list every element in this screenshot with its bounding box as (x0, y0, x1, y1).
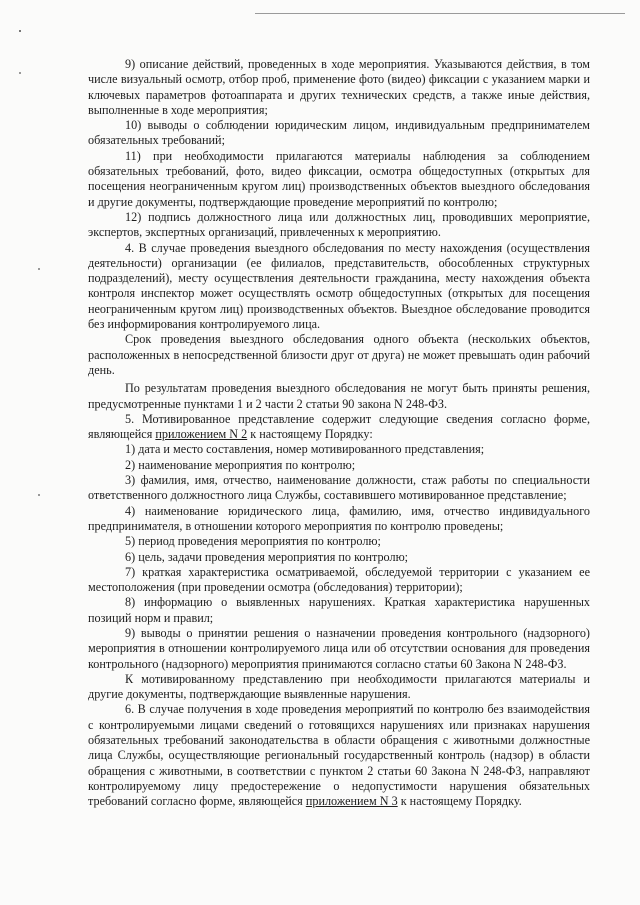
section-6-text-end: к настоящему Порядку. (397, 794, 522, 809)
item-12-signature: 12) подпись должностного лица или должностных лиц, проводивших мероприятие, экспертов, экспертных организаций, привлеченных к мероприятию. (88, 209, 590, 240)
rep-item-6: 6) цель, задачи проведения мероприятия по контролю; (125, 549, 409, 564)
section-4-field-inspection: 4. В случае проведения выездного обследования по месту нахождения (осуществления деятельности) организации (ее филиалов, представительств, обособленных структурных подразделений), месту осуществления деятельности гражданина, месту нахождения объекта контроля инспектор может осуществлять осмотр общедоступных (открытых для посещения неограниченным кругом лиц) производственных объектов. Выездное обследование проводится без информирования контролируемого лица. (88, 240, 590, 332)
inspection-results: По результатам проведения выездного обследования не могут быть приняты решения, предусмотренные пунктами 1 и 2 части 2 статьи 90 закона N 248-ФЗ. (88, 381, 590, 411)
appendix-3-link[interactable]: приложением N 3 (305, 794, 398, 809)
scan-dot (38, 494, 40, 496)
section-5-text-end: к настоящему Порядку: (247, 427, 373, 442)
scan-dot (38, 268, 40, 270)
rep-item-3: 3) фамилия, имя, отчество, наименование должности, стаж работы по специальности ответственного должностного лица Службы, составившего мотивированное представление; (88, 473, 590, 503)
rep-item-2: 2) наименование мероприятия по контролю; (125, 457, 356, 472)
item-9-description: 9) описание действий, проведенных в ходе мероприятия. Указываются действия, в том числе визуальный осмотр, отбор проб, применение фото (видео) фиксации с указанием марки и ключевых параметров фотоаппарата и других технических средств, а также иные действия, выполненные в ходе мероприятия; (88, 57, 590, 117)
rep-attachments: К мотивированному представлению при необходимости прилагаются материалы и другие документы, подтверждающие выявленные нарушения. (88, 671, 590, 702)
appendix-2-link[interactable]: приложением N 2 (155, 427, 248, 442)
section-6-text: 6. В случае получения в ходе проведения мероприятий по контролю без взаимодействия с контролируемыми лицами сведений о готовящихся нарушениях или признаках нарушения обязательных требований законодательства в области обращения с животными должностные лица Службы, осуществляющие региональный государственный контроль (надзор) в области обращения с животными, в соответствии с пунктом 2 статьи 60 Закона N 248-ФЗ, направляют контролируемому лицу предостережение о недопустимости нарушения обязательных требований согласно форме, являющейся (88, 702, 590, 809)
rep-item-5: 5) период проведения мероприятия по контролю; (125, 534, 381, 549)
scan-dot (19, 30, 21, 32)
scan-dot (19, 72, 21, 74)
rep-item-8: 8) информацию о выявленных нарушениях. Краткая характеристика нарушенных позиций норм и правил; (88, 595, 590, 625)
item-10-conclusions: 10) выводы о соблюдении юридическим лицом, индивидуальным предпринимателем обязательных требований; (88, 118, 590, 148)
rep-item-7: 7) краткая характеристика осматриваемой, обследуемой территории с указанием ее местоположения (при проведении осмотра (обследования) территории); (88, 564, 590, 595)
item-11-materials: 11) при необходимости прилагаются материалы наблюдения за соблюдением обязательных требований, фото, видео фиксации, осмотра общедоступных (открытых для посещения неограниченным кругом лиц) производственных объектов выездного обследования и другие документы, подтверждающие проведение мероприятий по контролю; (88, 148, 590, 209)
document-page (88, 57, 590, 810)
inspection-duration: Срок проведения выездного обследования одного объекта (нескольких объектов, расположенных в непосредственной близости друг от друга) не может превышать один рабочий день. (88, 332, 590, 377)
section-5-representation (88, 412, 590, 443)
rep-item-9: 9) выводы о принятии решения о назначении проведения контрольного (надзорного) мероприятия в отношении контролируемого лица или об отсутствии основания для проведения контрольного (надзорного) мероприятия принимаются согласно статьи 60 Закона N 248-ФЗ. (88, 625, 590, 671)
rep-item-1: 1) дата и место составления, номер мотивированного представления; (125, 442, 485, 457)
section-5-text: 5. Мотивированное представление содержит следующие сведения согласно форме, являющейся (88, 411, 590, 442)
rep-item-4: 4) наименование юридического лица, фамилию, имя, отчество индивидуального предпринимателя, в отношении которого мероприятия по контролю проведены; (88, 503, 590, 533)
section-6-warning (88, 702, 590, 809)
scan-edge-line (255, 13, 625, 14)
